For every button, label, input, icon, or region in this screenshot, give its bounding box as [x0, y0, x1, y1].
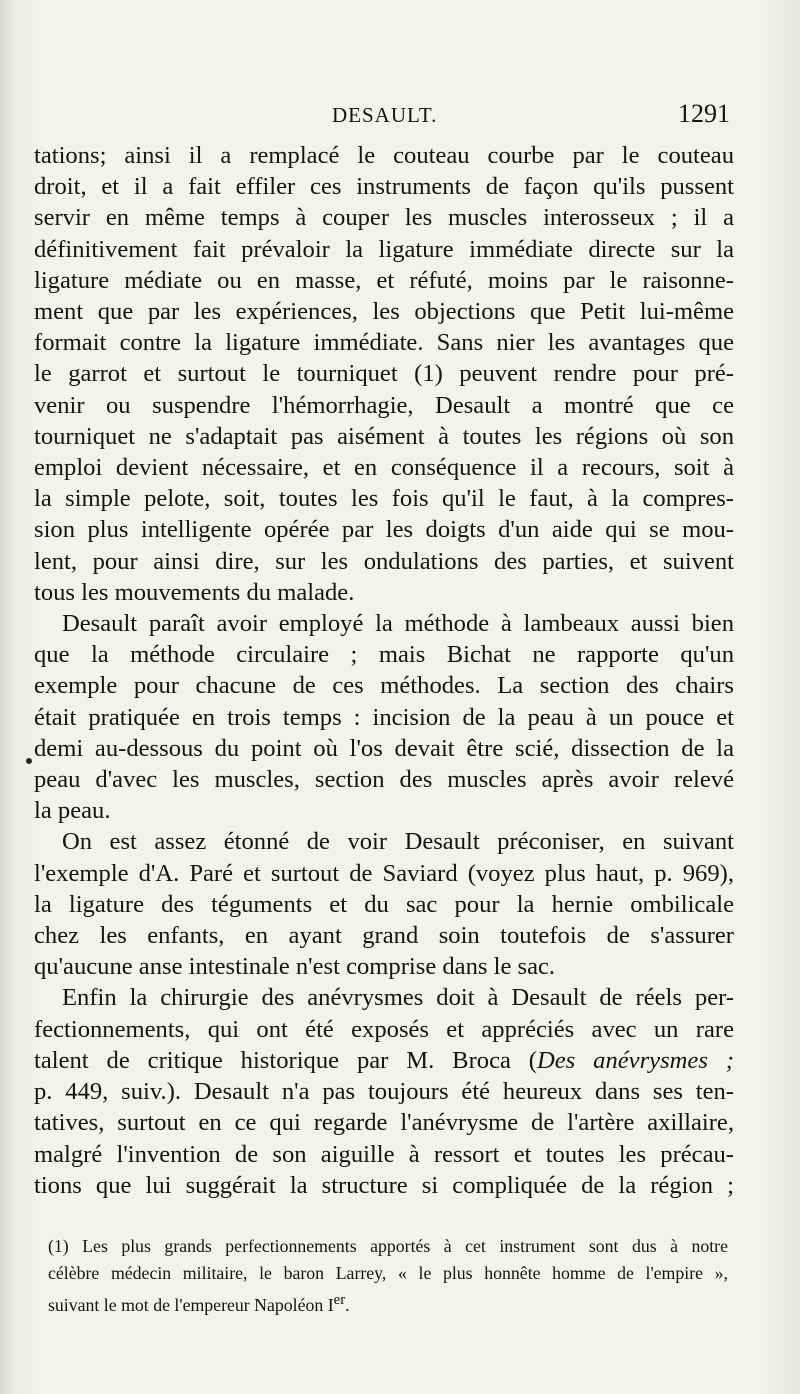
- text-line: Enfin la chirurgie des anévrysmes doit à Desault de réels per-: [62, 984, 734, 1012]
- text-line: l'exemple d'A. Paré et surtout de Saviard (voyez plus haut, p. 969),: [34, 859, 734, 887]
- page-number: 1291: [678, 99, 730, 128]
- text-line: la ligature des téguments et du sac pour la hernie ombilicale: [34, 890, 734, 918]
- text-line: que la méthode circulaire ; mais Bichat ne rapporte qu'un: [34, 641, 734, 669]
- text-line: qu'aucune anse intestinale n'est comprise dans le sac.: [34, 953, 556, 981]
- text-line: venir ou suspendre l'hémorrhagie, Desault a montré que ce: [34, 391, 734, 419]
- text-line: On est assez étonné de voir Desault préconiser, en suivant: [62, 828, 734, 856]
- text-line: définitivement fait prévaloir la ligature immédiate directe sur la: [34, 235, 734, 263]
- text-line-with-citation: [34, 1045, 734, 1076]
- text-line: emploi devient nécessaire, et en conséquence il a recours, soit à: [34, 454, 734, 482]
- text-line: ligature médiate ou en masse, et réfuté, moins par le raisonne-: [34, 266, 734, 294]
- text-line: droit, et il a fait effiler ces instruments de façon qu'ils pussent: [34, 173, 734, 201]
- footnote-superscript: er: [333, 1292, 346, 1308]
- text-line: chez les enfants, en ayant grand soin toutefois de s'assurer: [34, 922, 734, 950]
- paragraph-1: [34, 140, 734, 608]
- footnote-text: suivant le mot de l'empereur Napoléon I: [48, 1294, 334, 1315]
- paragraph-4: [34, 982, 734, 1200]
- text-line: malgré l'invention de son aiguille à ressort et toutes les précau-: [34, 1140, 734, 1168]
- footnote: [48, 1233, 728, 1319]
- text-line: peau d'avec les muscles, section des muscles après avoir relevé: [34, 766, 734, 794]
- text-line: la peau.: [34, 797, 111, 825]
- text-line: formait contre la ligature immédiate. Sans nier les avantages que: [34, 329, 734, 357]
- running-head-title: DESAULT.: [332, 103, 438, 127]
- text-line: p. 449, suiv.). Desault n'a pas toujours été heureux dans ses ten-: [34, 1078, 734, 1106]
- text-line: Desault paraît avoir employé la méthode à lambeaux aussi bien: [62, 610, 734, 638]
- running-head: [34, 99, 734, 133]
- text-line: fectionnements, qui ont été exposés et appréciés avec un rare: [34, 1015, 734, 1043]
- paragraph-2: [34, 608, 734, 826]
- text-line: tatives, surtout en ce qui regarde l'anévrysme de l'artère axillaire,: [34, 1109, 734, 1137]
- paragraph-3: [34, 826, 734, 982]
- citation-title: Des anévrysmes ;: [537, 1046, 734, 1074]
- text-line: la simple pelote, soit, toutes les fois qu'il le faut, à la compres-: [34, 485, 734, 513]
- text-line: était pratiquée en trois temps : incision de la peau à un pouce et: [34, 703, 734, 731]
- text-line: exemple pour chacune de ces méthodes. La section des chairs: [34, 672, 734, 700]
- text-line: sion plus intelligente opérée par les doigts d'un aide qui se mou-: [34, 516, 734, 544]
- footnote-line-last: [48, 1287, 728, 1319]
- footnote-line: (1) Les plus grands perfectionnements apportés à cet instrument sont dus à notre: [48, 1236, 728, 1256]
- text-line: lent, pour ainsi dire, sur les ondulations des parties, et suivent: [34, 547, 734, 575]
- footnote-line: célèbre médecin militaire, le baron Larrey, « le plus honnête homme de l'empire »,: [48, 1263, 728, 1283]
- text-line: tations; ainsi il a remplacé le couteau courbe par le couteau: [34, 142, 734, 169]
- text-line: le garrot et surtout le tourniquet (1) peuvent rendre pour pré-: [34, 360, 734, 388]
- body-text: [34, 140, 734, 1201]
- citation-lead-text: talent de critique historique par M. Broca (: [34, 1046, 537, 1074]
- text-line: ment que par les expériences, les objections que Petit lui-même: [34, 298, 734, 326]
- footnote-end: .: [345, 1294, 350, 1315]
- text-line: tourniquet ne s'adaptait pas aisément à toutes les régions où son: [34, 422, 734, 450]
- text-line: demi au-dessous du point où l'os devait être scié, dissection de la: [34, 734, 734, 762]
- text-line: tions que lui suggérait la structure si compliquée de la région ;: [34, 1171, 734, 1199]
- text-line: servir en même temps à couper les muscles interosseux ; il a: [34, 204, 734, 232]
- text-line: tous les mouvements du malade.: [34, 578, 355, 606]
- ink-speck: [26, 758, 32, 764]
